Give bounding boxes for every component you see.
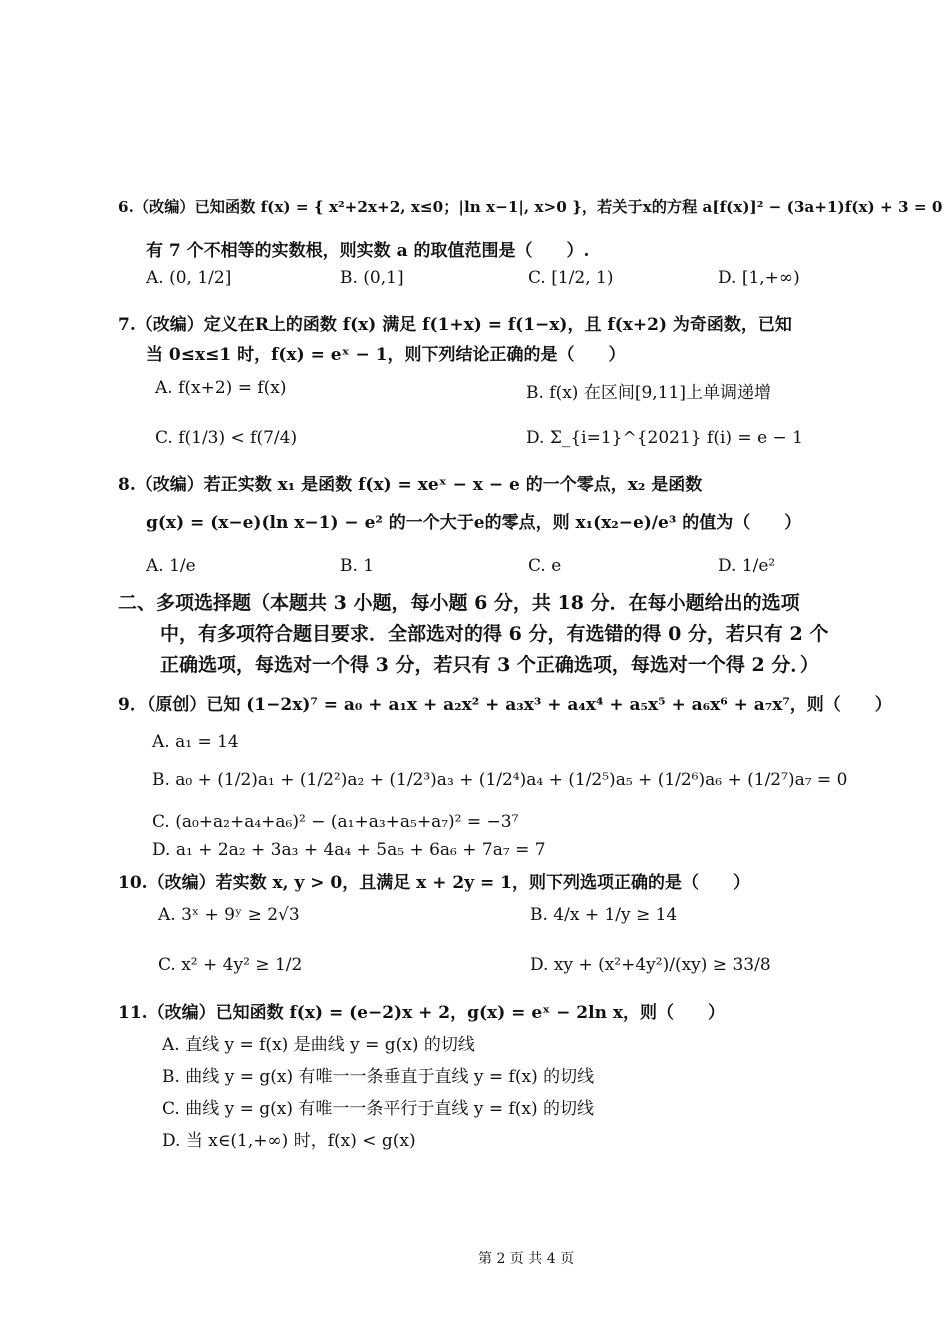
section2-header-line3: 正确选项，每选对一个得 3 分，若只有 3 个正确选项，每选对一个得 2 分．） <box>160 654 819 676</box>
q6-option-c: C. [1/2, 1) <box>528 268 614 288</box>
q8-stem-line1: 8.（改编）若正实数 x₁ 是函数 f(x) = xeˣ − x − e 的一个零点，x₂ 是函数 <box>118 475 703 495</box>
q9-stem: 9．（原创）已知 (1−2x)⁷ = a₀ + a₁x + a₂x² + a₃x³ + a₄x⁴ + a₅x⁵ + a₆x⁶ + a₇x⁷，则（ ） <box>118 695 892 715</box>
q7-option-b: B. f(x) 在区间[9,11]上单调递增 <box>526 383 771 403</box>
q7-stem-line1: 7.（改编）定义在R上的函数 f(x) 满足 f(1+x) = f(1−x)，且 f(x+2) 为奇函数，已知 <box>118 315 792 335</box>
q9-option-c: C. (a₀+a₂+a₄+a₆)² − (a₁+a₃+a₅+a₇)² = −3⁷ <box>152 812 519 832</box>
q6-option-d: D. [1,+∞) <box>718 268 800 288</box>
q6-option-a: A. (0, 1/2] <box>146 268 232 288</box>
q11-option-b: B. 曲线 y = g(x) 有唯一一条垂直于直线 y = f(x) 的切线 <box>162 1067 595 1087</box>
q7-option-d: D. Σ_{i=1}^{2021} f(i) = e − 1 <box>526 428 803 448</box>
section2-header-line1: 二、多项选择题（本题共 3 小题，每小题 6 分，共 18 分．在每小题给出的选项 <box>118 592 800 614</box>
q11-option-c: C. 曲线 y = g(x) 有唯一一条平行于直线 y = f(x) 的切线 <box>162 1099 595 1119</box>
section2-header-line2: 中，有多项符合题目要求．全部选对的得 6 分，有选错的得 0 分，若只有 2 个 <box>160 623 829 645</box>
q10-option-c: C. x² + 4y² ≥ 1/2 <box>158 955 303 975</box>
q6-stem-line1: 6.（改编）已知函数 f(x) = { x²+2x+2, x≤0；|ln x−1|, x>0 }，若关于x的方程 a[f(x)]² − (3a+1)f(x) + 3 = 0 <box>118 198 943 216</box>
page-number: 第 2 页 共 4 页 <box>478 1251 575 1267</box>
q9-option-d: D. a₁ + 2a₂ + 3a₃ + 4a₄ + 5a₅ + 6a₆ + 7a₇ = 7 <box>152 840 546 860</box>
q11-stem: 11.（改编）已知函数 f(x) = (e−2)x + 2，g(x) = eˣ − 2ln x，则（ ） <box>118 1003 725 1023</box>
q7-option-c: C. f(1/3) < f(7/4) <box>155 428 298 448</box>
q10-stem: 10.（改编）若实数 x, y > 0，且满足 x + 2y = 1，则下列选项正确的是（ ） <box>118 873 751 893</box>
q8-option-d: D. 1/e² <box>718 556 776 576</box>
q9-option-a: A. a₁ = 14 <box>152 732 239 752</box>
q7-option-a: A. f(x+2) = f(x) <box>155 378 287 398</box>
q9-option-b: B. a₀ + (1/2)a₁ + (1/2²)a₂ + (1/2³)a₃ + (1/2⁴)a₄ + (1/2⁵)a₅ + (1/2⁶)a₆ + (1/2⁷)a₇ = 0 <box>152 770 848 790</box>
q10-option-a: A. 3ˣ + 9ʸ ≥ 2√3 <box>158 905 300 925</box>
q7-stem-line2: 当 0≤x≤1 时，f(x) = eˣ − 1，则下列结论正确的是（ ） <box>146 345 626 365</box>
q11-option-a: A. 直线 y = f(x) 是曲线 y = g(x) 的切线 <box>162 1035 475 1055</box>
q10-option-b: B. 4/x + 1/y ≥ 14 <box>530 905 678 925</box>
q8-option-b: B. 1 <box>340 556 375 576</box>
q11-option-d: D. 当 x∈(1,+∞) 时，f(x) < g(x) <box>162 1131 416 1151</box>
q8-stem-line2: g(x) = (x−e)(ln x−1) − e² 的一个大于e的零点，则 x₁(x₂−e)/e³ 的值为（ ） <box>146 513 802 533</box>
q6-stem-line2: 有 7 个不相等的实数根，则实数 a 的取值范围是（ ）. <box>146 241 590 261</box>
q8-option-c: C. e <box>528 556 562 576</box>
q8-option-a: A. 1/e <box>146 556 196 576</box>
q6-option-b: B. (0,1] <box>340 268 404 288</box>
q10-option-d: D. xy + (x²+4y²)/(xy) ≥ 33/8 <box>530 955 771 975</box>
